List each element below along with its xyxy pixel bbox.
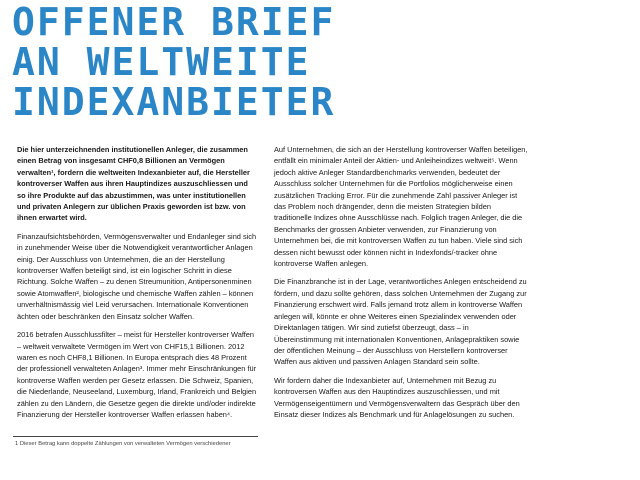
footnote: 1 Dieser Betrag kann doppelte Zählungen von verwalteten Vermögen verschiedener xyxy=(15,441,231,447)
page-title xyxy=(12,2,335,122)
title-line-2: AN WELTWEITE xyxy=(12,40,311,84)
body-paragraph: 2016 betrafen Ausschlussfilter – meist für Hersteller kontroverser Waffen – weltweit verwaltete Vermögen im Wert von CHF15,1 Billionen. 2012 waren es noch CHF8,1 Billionen. In Europa entsprach dies 48 Prozent der professionell verwalteten Anlagen³. Immer mehr Einschränkungen für kontroverse Waffen werden per Gesetz erlassen. Die Schweiz, Spanien, die Niederlande, Neuseeland, Luxemburg, Irland, Frankreich und Belgien zählen zu den Ländern, die Gesetze gegen die direkte und/oder indirekte Finanzierung der Hersteller kontroverser Waffen erlassen haben⁴. xyxy=(17,330,257,419)
title-line-3: INDEXANBIETER xyxy=(12,80,336,124)
right-column xyxy=(274,144,528,427)
body-paragraph: Finanzaufsichtsbehörden, Vermögensverwalter und Endanleger sind sich in zunehmender Weise über die Notwendigkeit verantwortlicher Anlagen einig. Der Ausschluss von Unternehmen, die an der Herstellung kontroverser Waffen beteiligt sind, ist ein logischer Schritt in diese Richtung. Solche Waffen – zu denen Streumunition, Antipersonenminen sowie Atomwaffen², biologische und chemische Waffen zählen – können unverhältnismässig viel Leid verursachen. Internationale Konventionen ächten oder beschränken den Einsatz solcher Waffen. xyxy=(17,231,257,321)
title-line-1: OFFENER BRIEF xyxy=(12,0,336,44)
body-paragraph: Die Finanzbranche ist in der Lage, verantwortliches Anlegen entscheidend zu fördern, und dazu sollte gehören, dass solchen Unternehmen der Zugang zur Finanzierung erschwert wird. Falls jemand trotz allem in kontroverse Waffen anlegen will, könnte er ohne Weiteres einen Spezialindex verwenden oder Direktanlagen tätigen. Wir sind zutiefst überzeugt, dass – in Übereinstimmung mit internationalen Konventionen, Anlagepraktiken sowie der öffentlichen Meinung – der Ausschluss von Herstellern kontroverser Waffen aus aktiven und passiven Anlagen Standard sein sollte. xyxy=(274,277,527,367)
left-column xyxy=(17,144,257,427)
footnote-divider xyxy=(13,436,258,437)
body-paragraph: Auf Unternehmen, die sich an der Herstellung kontroverser Waffen beteiligen, entfällt ein minimaler Anteil der Aktien- und Anleiheindizes weltweit⁵. Wenn jedoch aktive Anleger Standardbenchmarks verwenden, bedeutet der Ausschluss solcher Unternehmen für die Portfolios möglicherweise einen zusätzlichen Tracking Error. Für die zunehmende Zahl passiver Anleger ist das Problem noch drängender, denn die meisten Strategien bilden traditionelle Indizes ohne Ausschlüsse nach. Folglich tragen Anleger, die die Benchmarks der grossen Anbieter verwenden, zur Finanzierung von Unternehmen bei, die mit kontroversen Waffen zu tun haben. Viele sind sich dessen nicht bewusst oder können nicht in Indexfonds/-tracker ohne kontroverse Waffen anlegen. xyxy=(274,145,528,269)
intro-paragraph: Die hier unterzeichnenden institutionellen Anleger, die zusammen einen Betrag von insgesamt CHF0,8 Billionen an Vermögen verwalten¹, fordern die weltweiten Indexanbieter auf, die Hersteller kontroverser Waffen aus ihren Hauptindizes auszuschliessen und so ihre Produkte auf das abzustimmen, was unter institutionellen und privaten Anlegern zur üblichen Praxis geworden ist bzw. von ihnen erwartet wird. xyxy=(17,145,250,223)
body-paragraph: Wir fordern daher die Indexanbieter auf, Unternehmen mit Bezug zu kontroversen Waffen aus den Hauptindizes auszuschliessen, und mit Vermögenseigentümern und Vermögensverwaltern das Gespräch über den Einsatz dieser Indizes als Benchmark und für Anlagelösungen zu suchen. xyxy=(274,375,520,419)
